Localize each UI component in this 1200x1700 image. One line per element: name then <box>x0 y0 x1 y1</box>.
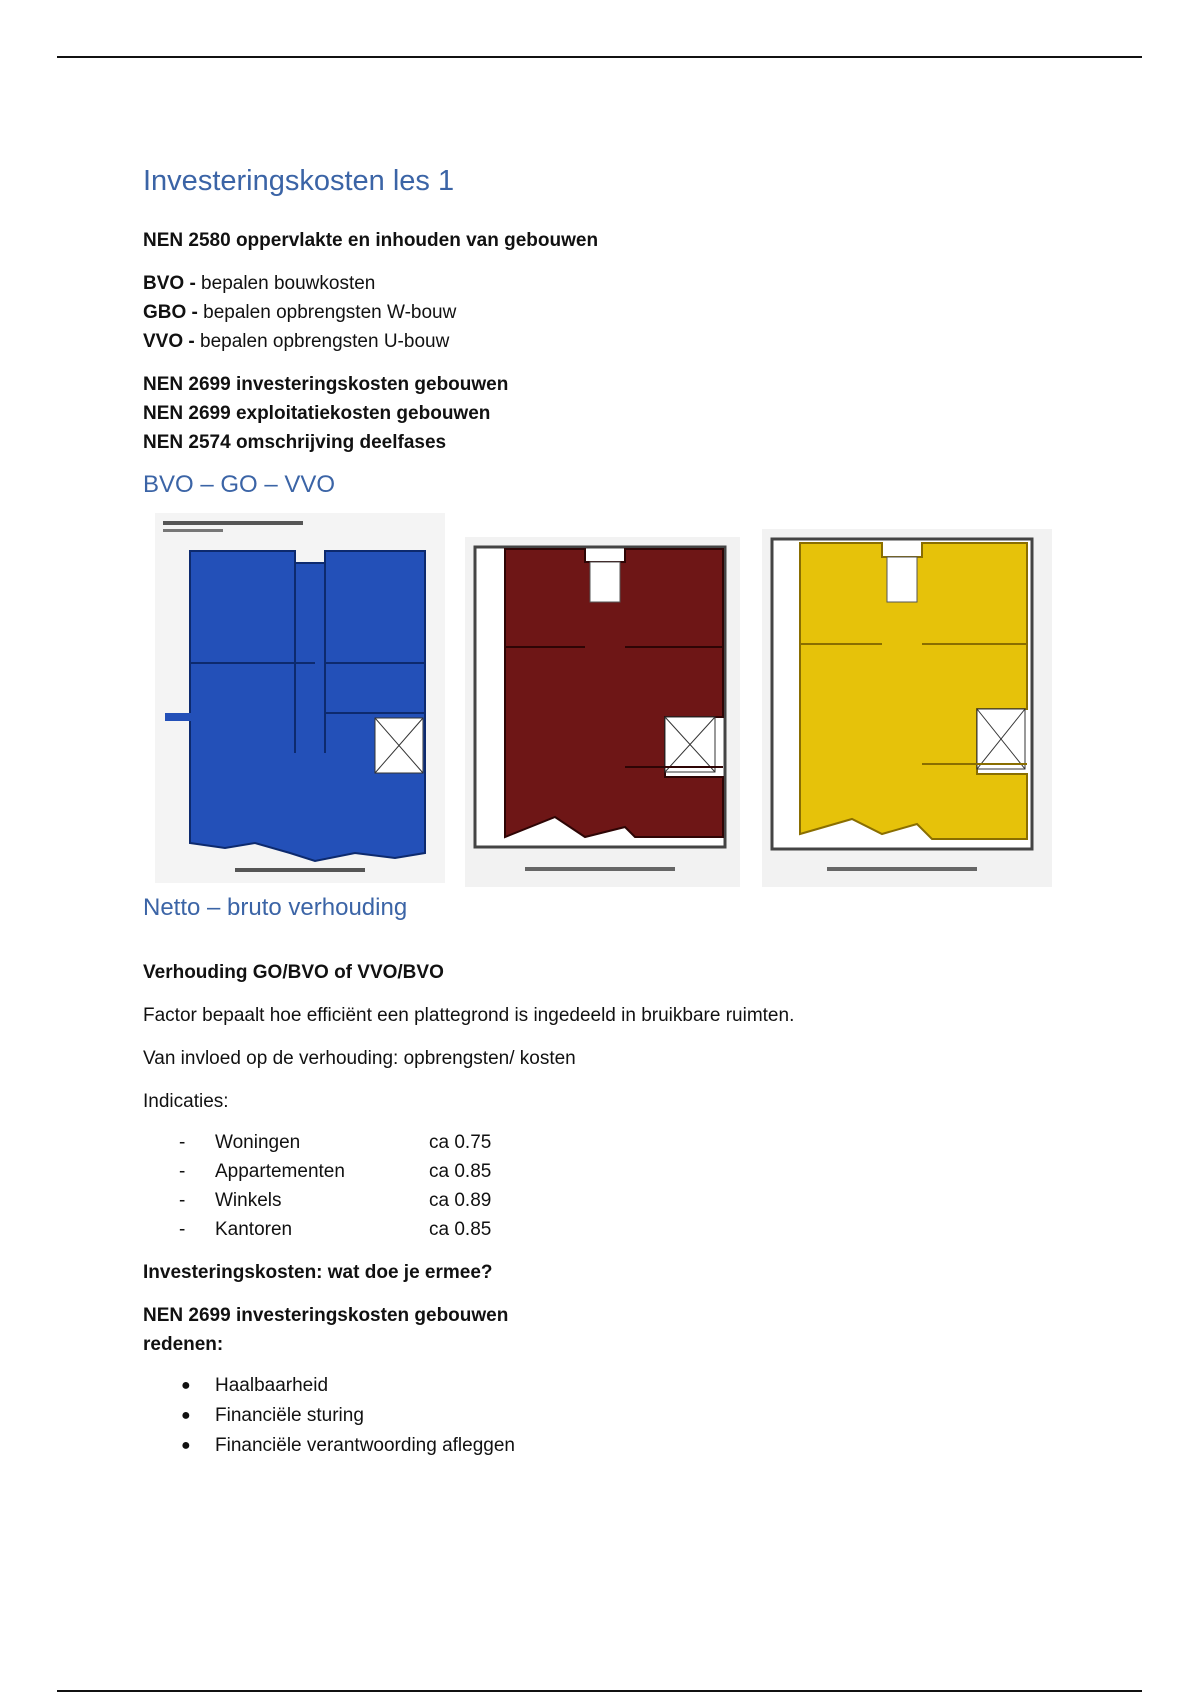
definition-list <box>143 269 1103 356</box>
definition-item <box>143 327 1103 356</box>
footer-rule <box>57 1690 1142 1692</box>
paragraph-influence: Van invloed op de verhouding: opbrengsten/ kosten <box>143 1048 576 1069</box>
floor-plan-figures <box>143 509 1103 894</box>
indication-value: ca 0.89 <box>429 1190 492 1211</box>
definition-text: bepalen opbrengsten U-bouw <box>194 331 450 352</box>
definition-text: bepalen opbrengsten W-bouw <box>197 302 457 323</box>
definition-term: VVO - <box>143 331 195 352</box>
go-floor-plan-image <box>465 537 740 887</box>
indication-value: ca 0.85 <box>429 1161 492 1182</box>
definition-term: BVO - <box>143 273 196 294</box>
indication-item: - Woningen ca 0.75 <box>143 1128 1103 1157</box>
indication-item: - Kantoren ca 0.85 <box>143 1215 1103 1244</box>
bullet-icon: ● <box>181 1437 191 1454</box>
bvo-floor-plan-image <box>155 513 445 883</box>
indication-item: - Appartementen ca 0.85 <box>143 1157 1103 1186</box>
reason-text: Financiële verantwoording afleggen <box>215 1435 515 1456</box>
reason-item <box>143 1431 1103 1461</box>
bullet-icon: ● <box>181 1407 191 1424</box>
indications-list <box>143 1128 1103 1244</box>
vvo-floor-plan-image <box>762 529 1052 887</box>
nen2580-heading: NEN 2580 oppervlakte en inhouden van gebouwen <box>143 230 599 251</box>
definition-item <box>143 298 1103 327</box>
reason-item <box>143 1401 1103 1431</box>
reasons-list <box>143 1371 1103 1461</box>
question-heading: Investeringskosten: wat doe je ermee? <box>143 1262 493 1283</box>
section-heading-netto-bruto: Netto – bruto verhouding <box>143 894 408 921</box>
section-heading-bvo-go-vvo: BVO – GO – VVO <box>143 471 336 498</box>
nen-item: NEN 2699 investeringskosten gebouwen <box>143 374 509 395</box>
definition-item <box>143 269 1103 298</box>
nen-item: NEN 2574 omschrijving deelfases <box>143 432 447 453</box>
nen2699-line: NEN 2699 investeringskosten gebouwen <box>143 1305 509 1326</box>
paragraph-efficiency: Factor bepaalt hoe efficiënt een plattegrond is ingedeeld in bruikbare ruimten. <box>143 1005 795 1026</box>
ratio-heading: Verhouding GO/BVO of VVO/BVO <box>143 962 444 983</box>
indication-value: ca 0.75 <box>429 1132 492 1153</box>
indication-item: - Winkels ca 0.89 <box>143 1186 1103 1215</box>
reasons-label: redenen: <box>143 1334 224 1355</box>
indication-value: ca 0.85 <box>429 1219 492 1240</box>
indication-name: Woningen <box>215 1132 301 1153</box>
definition-text: bepalen bouwkosten <box>195 273 376 294</box>
nen-item: NEN 2699 exploitatiekosten gebouwen <box>143 403 491 424</box>
indication-name: Kantoren <box>215 1219 293 1240</box>
indication-name: Winkels <box>215 1190 282 1211</box>
reason-text: Haalbaarheid <box>215 1375 329 1396</box>
reason-text: Financiële sturing <box>215 1405 364 1426</box>
indication-name: Appartementen <box>215 1161 345 1182</box>
indications-label: Indicaties: <box>143 1091 229 1112</box>
document-body <box>143 165 1103 1461</box>
bullet-icon: ● <box>181 1377 191 1394</box>
page-title: Investeringskosten les 1 <box>143 165 455 197</box>
header-rule <box>57 56 1142 58</box>
definition-term: GBO - <box>143 302 198 323</box>
nen-list <box>143 370 1103 457</box>
reason-item <box>143 1371 1103 1401</box>
